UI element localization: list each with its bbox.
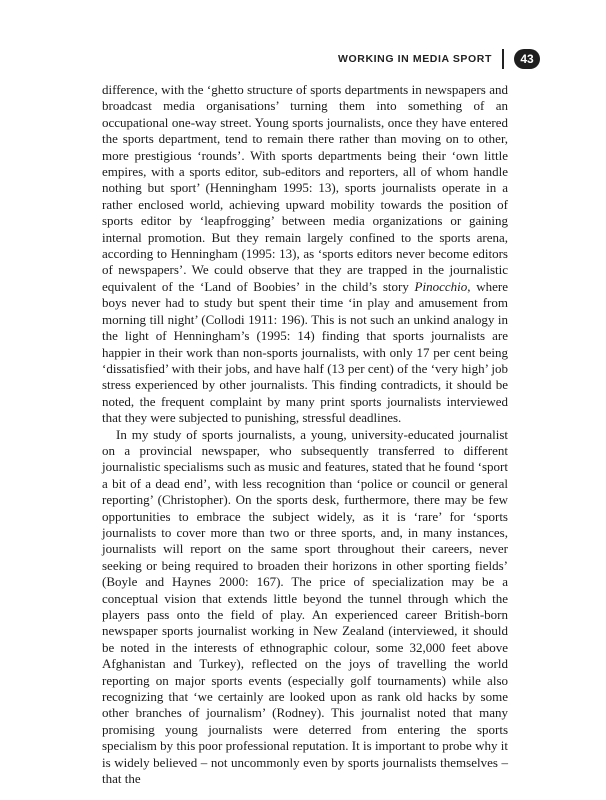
running-head — [338, 48, 540, 70]
paragraph-1-text-b: , where boys never had to study but spent their time ‘in play and amusement from morning till night’ (Collodi 1911: 196). This is not such an unkind analogy in the light of Henningham’s (1995: 14) finding that sports journalists are happier in their work than non-sports journalists, with only 17 per cent being ‘dissatisfied’ with their jobs, and have half (13 per cent) of the ‘very high’ job stress experienced by other journalists. This finding contradicts, it should be noted, the frequent complaint by many print sports journalists interviewed that they were subjected to punishing, stressful deadlines. — [102, 278, 508, 426]
running-title: WORKING IN MEDIA SPORT — [338, 53, 492, 65]
page-number: 43 — [514, 49, 540, 69]
header-divider — [502, 49, 504, 69]
paragraph-1-text-a: difference, with the ‘ghetto structure of sports departments in newspapers and broadcast media organisations’ turning them into something of an occupational one-way street. Young sports journalists, once they have entered the sports department, tend to remain there rather than moving on to other, more prestigious ‘rounds’. With sports departments being their ‘own little empires, with a sports editor, sub-editors and reporters, all of whom handle nothing but sport’ (Henningham 1995: 13), sports journalists operate in a rather enclosed world, achieving upward mobility towards the position of sports editor by ‘leapfrogging’ between media organizations or gaining internal promotion. But they remain largely confined to the sports arena, according to Henningham (1995: 13), as ‘sports editors never become editors of newspapers’. We could observe that they are trapped in the journalistic equivalent of the ‘Land of Boobies’ in the child’s story — [102, 82, 508, 294]
paragraph-1 — [102, 82, 508, 427]
paragraph-2: In my study of sports journalists, a young, university-educated journalist on a provincial newspaper, who subsequently transferred to different journalistic specialisms such as music and features, stated that he found ‘sport a bit of a dead end’, with less recognition than ‘police or council or general reporting’ (Christopher). On the sports desk, furthermore, there may be few opportunities to embrace the subject widely, as it is ‘rare’ for ‘sports journalists to cover more than two or three sports, and, in many instances, journalists will report on the same sport throughout their careers, never seeking or being required to broaden their horizons in other sporting fields’ (Boyle and Haynes 2000: 167). The price of specialization may be a conceptual vision that extends little beyond the tunnel through which the players pass onto the field of play. An experienced career British-born newspaper sports journalist working in New Zealand (interviewed, it should be noted in the interests of ethnographic colour, some 32,000 feet above Afghanistan and Turkey), reflected on the joys of travelling the world reporting on major sports events (especially golf tournaments) while also recognizing that ‘we certainly are looked upon as rank old hacks by some other branches of journalism’ (Rodney). This journalist noted that many promising young journalists were deterred from entering the sports specialism by this poor professional reputation. It is important to probe why it is widely believed – not uncommonly even by sports journalists themselves – that the — [102, 426, 508, 787]
book-title-pinocchio: Pinocchio — [414, 278, 468, 294]
body-text — [102, 82, 508, 787]
